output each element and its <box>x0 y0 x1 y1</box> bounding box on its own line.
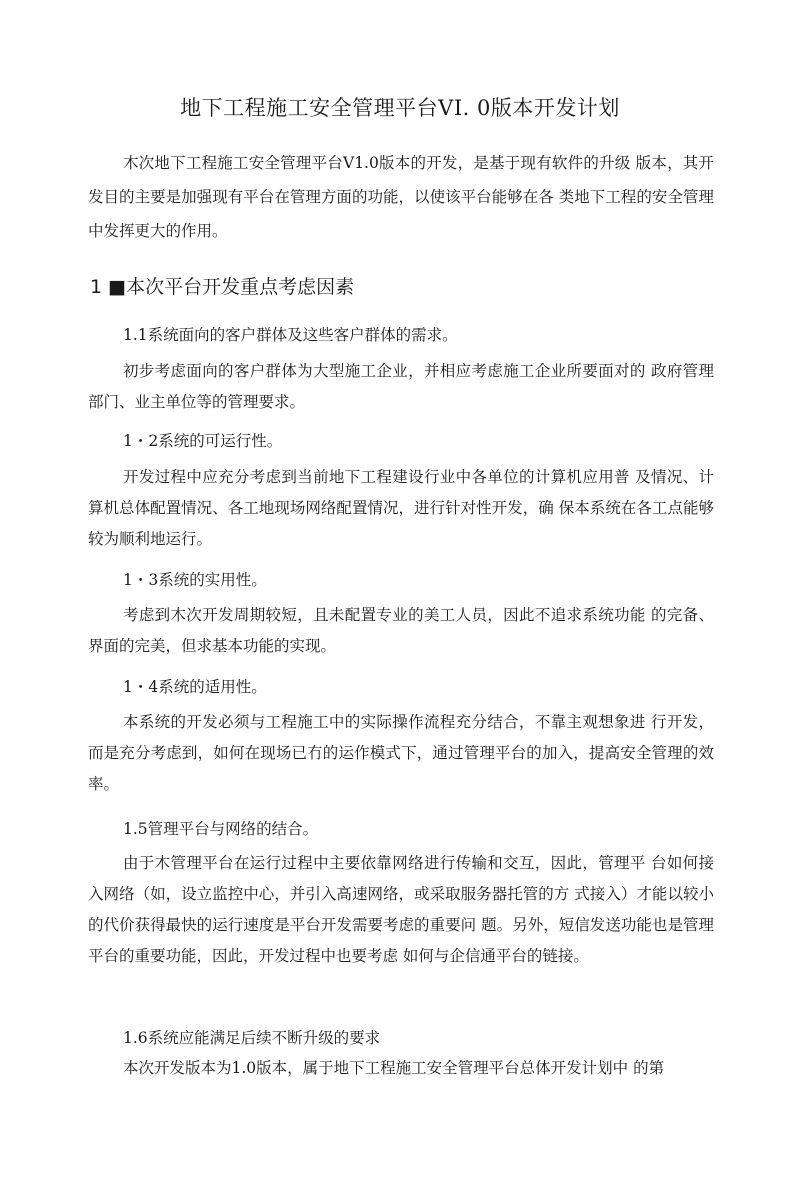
subsection-paragraph: 本次开发版本为1.0版本，属于地下工程施工安全管理平台总体开发计划中 的第 <box>123 1059 665 1077</box>
subsection-title: 1・2系统的可运行性。 <box>123 432 283 450</box>
subsection-title: 1・3系统的实用性。 <box>123 571 267 589</box>
subsection-title: 1.6系统应能满足后续不断升级的要求 <box>123 1029 381 1047</box>
subsection-title: 1.5管理平台与网络的结合。 <box>123 820 319 838</box>
section-heading: 1 ■本次平台开发重点考虑因素 <box>90 276 355 298</box>
intro-paragraph: 木次地下工程施工安全管理平台V1.0版本的开发，是基于现有软件的升级 版本，其开发目的主要是加强现有平台在管理方面的功能，以使该平台能够在各 类地下工程的安全管理中发挥更大的作用。 <box>88 154 714 240</box>
subsection-paragraph: 初步考虑面向的客户群体为大型施工企业，并相应考虑施工企业所要面对的 政府管理部门、业主单位等的管理要求。 <box>88 362 714 411</box>
subsection-paragraph: 本系统的开发必须与工程施工中的实际操作流程充分结合，不靠主观想象进 行开发，而是充分考虑到，如何在现场已冇的运作模式下，通过管理平台的加入，提高安全管理的效率。 <box>88 713 714 793</box>
subsection-paragraph: 考虑到木次开发周期较短，且未配置专业的美工人员，因此不追求系统功能 的完备、界面的完美，但求基本功能的实现。 <box>88 606 714 655</box>
subsection-title: 1・4系统的适用性。 <box>123 678 267 696</box>
subsection-title: 1.1系统面向的客户群体及这些客户群体的需求。 <box>123 326 458 344</box>
document-title: 地下工程施工安全管理平台VI. 0版本开发计划 <box>180 96 620 120</box>
subsection-paragraph: 开发过程中应充分考虑到当前地下工程建设行业中各单位的计算机应用普 及情况、计算机总体配置情况、各工地现场网络配置情况，进行针对性开发，确 保本系统在各工点能够较为顺利地运行。 <box>88 468 714 548</box>
subsection-paragraph: 由于木管理平台在运行过程中主要依靠网络进行传输和交互，因此，管理平 台如何接入网络（如，设立监控中心，并引入高速网络，或采取服务器托管的方 式接入）才能以较小的代价获得最快的运行速度是平台开发需要考虑的重要问 题。另外，短信发送功能也是管理平台的重要功能，因此，开发过程中也要考虑 如何与企信通平台的链接。 <box>88 854 714 965</box>
